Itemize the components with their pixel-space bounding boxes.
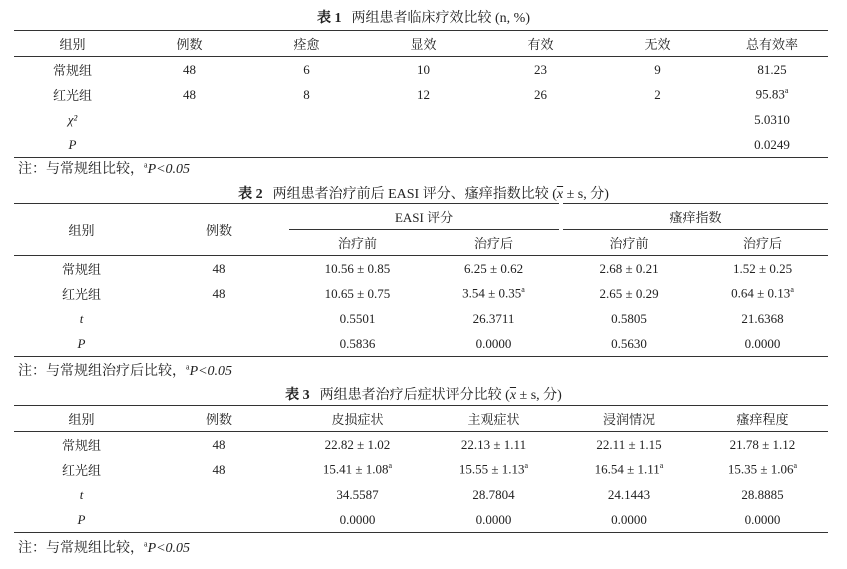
table-row	[14, 432, 828, 458]
table-cell: 22.82 ± 1.02	[324, 436, 391, 452]
table-row	[14, 107, 828, 132]
table-row	[14, 306, 828, 331]
table-cell	[149, 306, 289, 331]
table-row	[14, 281, 828, 306]
table-cell: 1.52 ± 0.25	[732, 260, 793, 276]
table-cell: 0.0000	[611, 511, 647, 527]
table-cell: P	[68, 136, 77, 152]
table2-note: 注：与常规组治疗后比较，$^a$P<0.05	[18, 362, 233, 379]
table-cell: 23	[534, 61, 547, 77]
table-cell	[365, 107, 482, 132]
table-cell: 6	[303, 61, 310, 77]
table-cell: 2.65 ± 0.29	[599, 285, 659, 301]
table-cell: 红光组	[61, 463, 101, 478]
table-cell: 5.0310	[754, 111, 790, 127]
table-cell: 34.5587	[336, 486, 379, 502]
table-cell	[599, 107, 716, 132]
table-cell: 2	[654, 86, 661, 102]
table-cell: 0.5630	[611, 335, 647, 351]
table-cell: 21.78 ± 1.12	[729, 436, 796, 452]
table-cell: 24.1443	[607, 486, 651, 502]
table-cell	[131, 132, 248, 158]
table3-header-row	[14, 406, 828, 432]
table-row	[14, 482, 828, 507]
table-row	[14, 82, 828, 107]
header-easi-after: 治疗后	[426, 230, 561, 256]
significance-mark: a	[521, 285, 525, 295]
table3-note: 注：与常规组比较，$^a$P<0.05	[18, 539, 191, 556]
column-header: 例数	[149, 406, 289, 432]
table1-note: 注：与常规组比较，$^a$P<0.05	[18, 160, 191, 177]
column-header: 总有效率	[716, 31, 828, 57]
table-cell: 3.54 ± 0.35$^a$	[462, 285, 525, 301]
header-easi: EASI 评分	[289, 204, 561, 230]
table-row	[14, 256, 828, 282]
table-cell	[131, 107, 248, 132]
table-cell: 常规组	[61, 262, 101, 277]
significance-mark: a	[790, 285, 794, 295]
table1-caption: 表 1 两组患者临床疗效比较 (n, %)	[317, 11, 530, 26]
table-cell: 9	[654, 61, 661, 77]
table-cell: 0.0000	[475, 511, 512, 527]
header-itch-before: 治疗前	[561, 230, 697, 256]
header-group: 组别	[14, 204, 149, 256]
table-cell	[482, 132, 599, 158]
table-row	[14, 331, 828, 357]
table-cell: 10	[417, 61, 430, 77]
table-cell	[599, 132, 716, 158]
table-row	[14, 57, 828, 83]
table-cell: 48	[212, 260, 226, 276]
significance-mark: a	[793, 461, 798, 471]
table3-caption: 表 3 两组患者治疗后症状评分比较 ($\overline{x} \pm s$, 分)	[285, 388, 562, 403]
table-cell: 红光组	[61, 287, 101, 302]
table-cell: 常规组	[61, 438, 101, 453]
table-cell: 红光组	[52, 88, 92, 103]
table-cell: 95.83$^a$	[755, 86, 789, 102]
table-cell: 10.65 ± 0.75	[324, 285, 391, 301]
table-cell: 10.56 ± 0.85	[324, 260, 391, 276]
table2	[14, 203, 828, 357]
table1-header-row	[14, 31, 828, 57]
table-row	[14, 457, 828, 482]
table-cell: 21.6368	[741, 310, 784, 326]
table-cell: 0.0000	[475, 335, 512, 351]
table-cell	[149, 507, 289, 533]
table-cell: 12	[417, 86, 430, 102]
header-easi-before: 治疗前	[289, 230, 426, 256]
column-header: 瘙痒程度	[697, 406, 828, 432]
header-count: 例数	[149, 204, 289, 256]
table-cell: 48	[183, 61, 196, 77]
header-itch-after: 治疗后	[697, 230, 828, 256]
table-cell: 8	[303, 86, 310, 102]
table1	[14, 30, 828, 158]
table-cell: 28.8885	[741, 486, 784, 502]
table-cell: 48	[183, 86, 196, 102]
table-cell: 26.3711	[472, 310, 515, 326]
column-header: 组别	[14, 31, 131, 57]
table-cell: 16.54 ± 1.11$^a$	[594, 461, 664, 477]
significance-mark: a	[784, 86, 789, 96]
table-cell: P	[77, 511, 86, 527]
table2-caption: 表 2 两组患者治疗前后 EASI 评分、瘙痒指数比较 ($\overline{x} \pm s$, 分)	[238, 187, 609, 202]
table3	[14, 405, 828, 533]
table-cell: 常规组	[52, 63, 92, 78]
table-cell: 0.0000	[339, 511, 376, 527]
column-header: 无效	[599, 31, 716, 57]
table-cell: 48	[212, 285, 226, 301]
table-cell: 0.0000	[744, 511, 781, 527]
column-header: 痊愈	[248, 31, 365, 57]
table-cell: χ²	[67, 111, 78, 127]
table-cell: 0.5805	[611, 310, 647, 326]
table-cell: 48	[212, 461, 226, 477]
table-cell	[365, 132, 482, 158]
table-cell: 2.68 ± 0.21	[599, 260, 659, 276]
table-cell: t	[79, 486, 84, 502]
table-cell: 28.7804	[472, 486, 515, 502]
table-cell: 81.25	[757, 61, 787, 77]
table-cell	[248, 132, 365, 158]
table-cell: 0.64 ± 0.13$^a$	[731, 285, 794, 301]
column-header: 皮损症状	[289, 406, 426, 432]
table-cell: 6.25 ± 0.62	[463, 260, 524, 276]
table-cell: 15.41 ± 1.08$^a$	[322, 461, 393, 477]
column-header: 主观症状	[426, 406, 561, 432]
column-header: 例数	[131, 31, 248, 57]
significance-mark: a	[524, 461, 529, 471]
table-cell: P	[77, 335, 86, 351]
significance-mark: a	[659, 461, 664, 471]
table-cell	[149, 482, 289, 507]
table-cell: 0.5836	[339, 335, 376, 351]
column-header: 组别	[14, 406, 149, 432]
table-cell	[248, 107, 365, 132]
header-itch-index: 瘙痒指数	[561, 204, 828, 230]
table-row	[14, 132, 828, 158]
table-cell	[482, 107, 599, 132]
table-cell: 22.13 ± 1.11	[460, 436, 527, 452]
table-row	[14, 507, 828, 533]
table-cell: 0.0000	[744, 335, 781, 351]
table-cell: 0.5501	[339, 310, 376, 326]
column-header: 显效	[365, 31, 482, 57]
column-header: 有效	[482, 31, 599, 57]
table-cell: 26	[534, 86, 547, 102]
table-cell: 0.0249	[754, 136, 790, 152]
table-cell: 15.35 ± 1.06$^a$	[727, 461, 798, 477]
table-cell: t	[79, 310, 84, 326]
table-cell: 15.55 ± 1.13$^a$	[458, 461, 529, 477]
table-cell: 48	[212, 436, 226, 452]
table-cell	[149, 331, 289, 357]
table-cell: 22.11 ± 1.15	[596, 436, 662, 452]
column-header: 浸润情况	[561, 406, 697, 432]
significance-mark: a	[388, 461, 393, 471]
